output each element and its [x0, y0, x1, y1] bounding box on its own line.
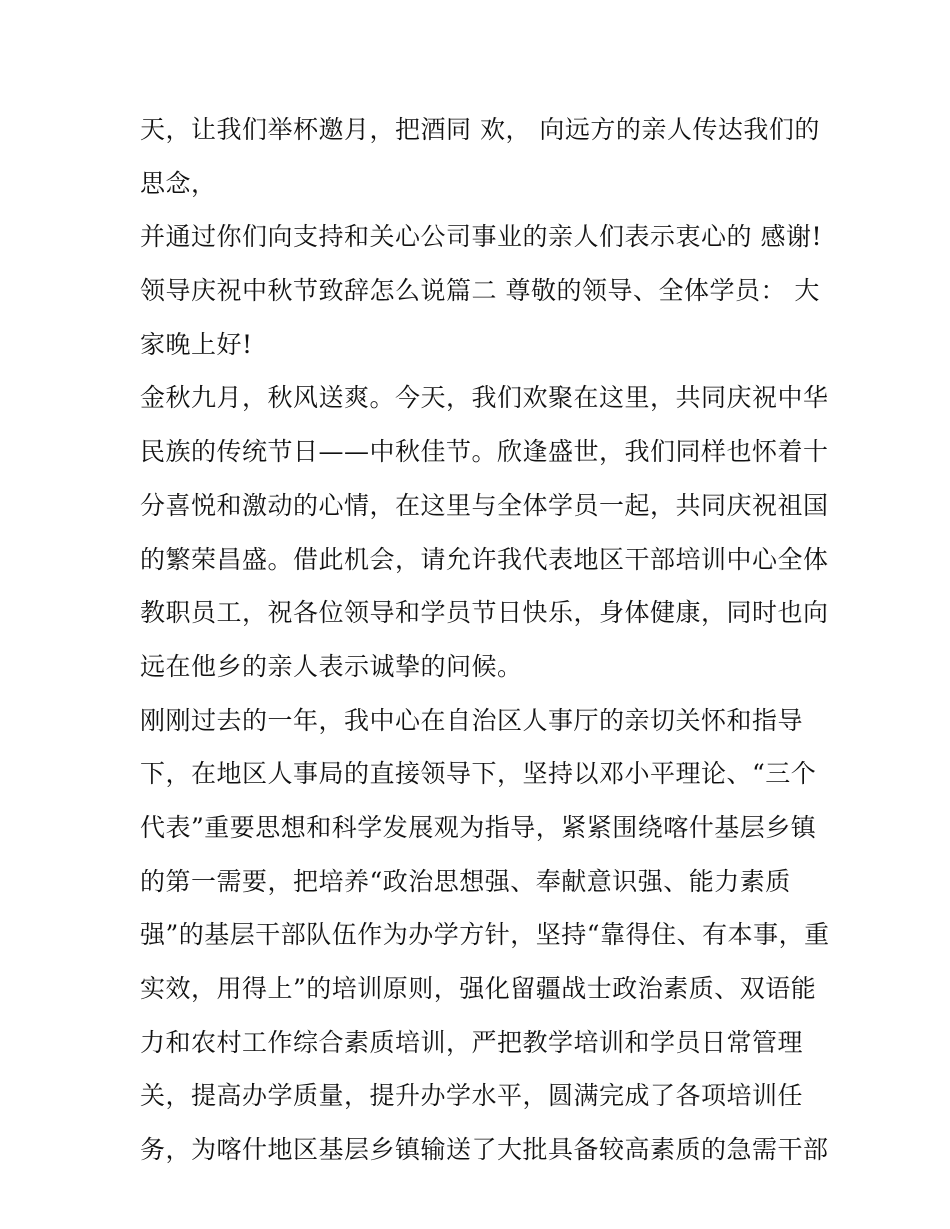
text-line: 的第一需要，把培养“政治思想强、奉献意识强、能力素质 [140, 866, 791, 896]
text-line: 分喜悦和激动的心情，在这里与全体学员一起，共同庆祝祖国 [140, 490, 829, 520]
text-line: 的繁荣昌盛。借此机会，请允许我代表地区干部培训中心全体 [140, 544, 829, 574]
text-line: 务，为喀什地区基层乡镇输送了大批具备较高素质的急需干部 [140, 1135, 829, 1165]
text-line: 并通过你们向支持和关心公司事业的亲人们表示衷心的 感谢! [140, 222, 822, 252]
text-line: 强”的基层干部队伍作为办学方针，坚持“靠得住、有本事，重 [140, 920, 830, 950]
text-line: 教职员工，祝各位领导和学员节日快乐，身体健康，同时也向 [140, 598, 829, 628]
text-line: 民族的传统节日——中秋佳节。欣逢盛世，我们同样也怀着十 [140, 437, 829, 467]
text-line: 家晚上好! [140, 329, 253, 359]
text-line: 下，在地区人事局的直接领导下，坚持以邓小平理论、“三个 [140, 759, 817, 789]
text-line: 思念， [140, 168, 217, 198]
text-line: 天，让我们举杯邀月，把酒同 欢， 向远方的亲人传达我们的 [140, 115, 820, 144]
text-line: 刚刚过去的一年，我中心在自治区人事厅的亲切关怀和指导 [140, 705, 804, 735]
text-line: 领导庆祝中秋节致辞怎么说篇二 尊敬的领导、全体学员： 大 [140, 276, 820, 306]
body-text [140, 103, 830, 1177]
text-line: 远在他乡的亲人表示诚挚的问候。 [140, 651, 523, 681]
text-line: 力和农村工作综合素质培训，严把教学培训和学员日常管理 [140, 1027, 804, 1057]
text-line: 金秋九月，秋风送爽。今天，我们欢聚在这里，共同庆祝中华 [140, 383, 829, 413]
text-line: 关，提高办学质量，提升办学水平，圆满完成了各项培训任 [140, 1081, 804, 1111]
text-line: 代表”重要思想和科学发展观为指导，紧紧围绕喀什基层乡镇 [140, 812, 817, 842]
text-line: 实效，用得上”的培训原则，强化留疆战士政治素质、双语能 [140, 974, 817, 1003]
